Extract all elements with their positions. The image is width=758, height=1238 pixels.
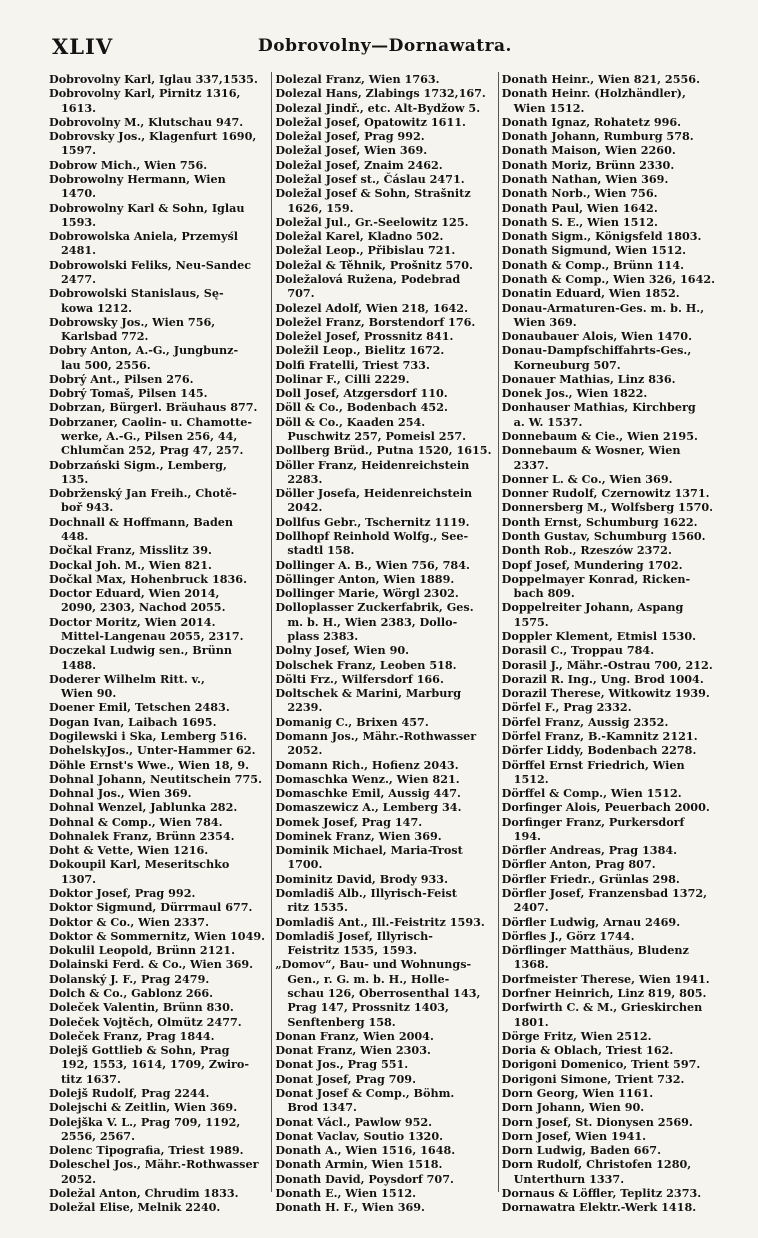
directory-entry-line: Domaszewicz A., Lemberg 34.: [275, 800, 462, 815]
directory-entry-line: Dohnalek Franz, Brünn 2354.: [49, 828, 235, 843]
directory-entry-line: 1512.: [513, 771, 549, 786]
directory-entry-line: Döll & Co., Bodenbach 452.: [275, 400, 448, 415]
directory-entry-line: Doleschel Jos., Mähr.-Rothwasser: [49, 1157, 259, 1172]
directory-entry-line: Dorfinger Alois, Peuerbach 2000.: [501, 800, 710, 815]
directory-entry-line: Dobrovolny Karl, Iglau 337,1535.: [49, 72, 258, 86]
directory-entry-line: Dorigoni Simone, Trient 732.: [501, 1071, 685, 1086]
directory-entry-line: Dorfmeister Therese, Wien 1941.: [501, 971, 710, 986]
directory-entry-line: Dölti Frz., Wilfersdorf 166.: [275, 671, 444, 686]
column-right: [498, 72, 724, 1215]
directory-entry-line: Donau-Dampfschiffahrts-Ges.,: [501, 343, 692, 358]
directory-entry-line: Doppelreiter Johann, Aspang: [501, 600, 684, 615]
directory-entry-line: Wien 90.: [61, 686, 117, 701]
directory-entry-line: Döhle Ernst's Wwe., Wien 18, 9.: [49, 757, 249, 772]
directory-entry-line: Domladiš Ant., Ill.-Feistritz 1593.: [275, 914, 485, 929]
directory-entry-line: Dolezal Franz, Wien 1763.: [275, 72, 440, 86]
directory-entry-line: Dörfel F., Prag 2332.: [501, 700, 632, 715]
directory-entry-line: m. b. H., Wien 2383, Dollo-: [287, 614, 458, 629]
directory-entry-line: 192, 1553, 1614, 1709, Zwiro-: [61, 1057, 249, 1072]
directory-entry-line: Dörfer Liddy, Bodenbach 2278.: [501, 743, 697, 758]
directory-entry-line: Dorigoni Domenico, Trient 597.: [501, 1057, 701, 1072]
directory-entry-line: Dörge Fritz, Wien 2512.: [501, 1028, 652, 1043]
directory-entry-line: Doležal Leop., Přibislau 721.: [275, 243, 456, 258]
directory-entry-line: 1593.: [61, 214, 97, 229]
directory-entry-line: Mittel-Langenau 2055, 2317.: [61, 628, 244, 643]
directory-entry-line: Dočkal Franz, Misslitz 39.: [49, 543, 212, 558]
directory-entry-line: Brod 1347.: [287, 1100, 357, 1115]
directory-entry-line: Karlsbad 772.: [61, 329, 149, 344]
directory-entry-line: Dobrženský Jan Freih., Chotě-: [49, 486, 237, 501]
directory-entry-line: 2481.: [61, 243, 97, 258]
directory-entry-line: werke, A.-G., Pilsen 256, 44,: [61, 429, 238, 444]
directory-entry-line: kowa 1212.: [61, 300, 133, 315]
directory-entry-line: Dolfi Fratelli, Triest 733.: [275, 357, 430, 372]
directory-entry-line: Döller Josefa, Heidenreichstein: [275, 486, 473, 501]
directory-entry-line: Doleček Franz, Prag 1844.: [49, 1028, 215, 1043]
directory-entry-line: 2477.: [61, 271, 97, 286]
directory-entry-line: Dominek Franz, Wien 369.: [275, 828, 442, 843]
directory-entry-line: Dörfler Andreas, Prag 1384.: [501, 843, 678, 858]
directory-entry-line: Domek Josef, Prag 147.: [275, 814, 423, 829]
directory-entry-line: Doktor Sigmund, Dürrmaul 677.: [49, 900, 253, 915]
directory-entry-line: Domladiš Alb., Illyrisch-Feist: [275, 886, 457, 901]
directory-entry-line: Donth Ernst, Schumburg 1622.: [501, 514, 698, 529]
directory-entry-line: plass 2383.: [287, 628, 359, 643]
directory-entry-line: Dohnal Wenzel, Jablunka 282.: [49, 800, 238, 815]
directory-entry-line: 1368.: [513, 957, 549, 972]
directory-entry-line: Dörffel Ernst Friedrich, Wien: [501, 757, 685, 772]
directory-entry-line: Donnersberg M., Wolfsberg 1570.: [501, 500, 714, 515]
directory-entry-line: 2556, 2567.: [61, 1128, 135, 1143]
directory-entry-line: Dorn Josef, Wien 1941.: [501, 1128, 647, 1143]
directory-entry-line: Dörfler Anton, Prag 807.: [501, 857, 656, 872]
directory-entry-line: Doppler Klement, Etmisl 1530.: [501, 628, 697, 643]
directory-entry-line: Donath Johann, Rumburg 578.: [501, 129, 694, 144]
directory-entry-line: Doktor Josef, Prag 992.: [49, 886, 196, 901]
directory-entry-line: Doktor & Sommernitz, Wien 1049.: [49, 928, 266, 943]
directory-entry-line: 2239.: [287, 700, 323, 715]
directory-entry-line: Korneuburg 507.: [513, 357, 621, 372]
directory-entry-line: Dollhopf Reinhold Wolfg., See-: [275, 529, 469, 543]
directory-entry-line: Dobrzan, Bürgerl. Bräuhaus 877.: [49, 400, 258, 415]
directory-entry-line: Dollberg Brüd., Putna 1520, 1615.: [275, 443, 492, 458]
directory-entry-line: Doležal Josef, Wien 369.: [275, 143, 428, 158]
directory-entry-line: Dobrý Tomaš, Pilsen 145.: [49, 386, 208, 401]
directory-entry-line: Doktor & Co., Wien 2337.: [49, 914, 209, 929]
directory-entry-line: Dočkal Max, Hohenbruck 1836.: [49, 571, 247, 586]
directory-entry-line: Donath Heinr. (Holzhändler),: [501, 86, 686, 101]
directory-entry-line: Doležel Franz, Borstendorf 176.: [275, 314, 476, 329]
directory-entry-line: Doležal & Těhnik, Prošnitz 570.: [275, 257, 473, 272]
directory-entry-line: Dopf Josef, Mundering 1702.: [501, 557, 683, 572]
directory-entry-line: Dolejschi & Zeitlin, Wien 369.: [49, 1100, 238, 1115]
directory-entry-line: Domann Jos., Mähr.-Rothwasser: [275, 728, 477, 743]
directory-entry-line: Donath Ignaz, Rohatetz 996.: [501, 114, 682, 129]
directory-entry-line: Donath & Comp., Brünn 114.: [501, 257, 684, 272]
column-middle: [271, 72, 497, 1215]
directory-entry-line: Doctor Eduard, Wien 2014,: [49, 586, 220, 601]
directory-entry-line: 135.: [61, 471, 89, 486]
directory-entry-line: Donath Armin, Wien 1518.: [275, 1157, 443, 1172]
directory-entry-line: Domann Rich., Hofienz 2043.: [275, 757, 459, 772]
directory-entry-line: Dorfwirth C. & M., Grieskirchen: [501, 1000, 703, 1015]
directory-entry-line: Donauer Mathias, Linz 836.: [501, 371, 676, 386]
directory-entry-line: Dorn Johann, Wien 90.: [501, 1100, 645, 1115]
directory-entry-line: Dolezal Hans, Zlabings 1732,167.: [275, 86, 486, 101]
directory-entry-line: Dolejš Gottlieb & Sohn, Prag: [49, 1043, 230, 1058]
directory-entry-line: Dörfler Josef, Franzensbad 1372,: [501, 886, 708, 901]
directory-entry-line: schau 126, Oberrosenthal 143,: [287, 986, 481, 1000]
directory-entry-line: lau 500, 2556.: [61, 357, 151, 372]
directory-entry-line: Donnebaum & Wosner, Wien: [501, 443, 681, 458]
directory-entry-line: 448.: [61, 529, 89, 543]
directory-entry-line: Dornaus & Löffler, Teplitz 2373.: [501, 1185, 702, 1200]
directory-entry-line: Dobrowolski Stanislaus, Sę-: [49, 286, 224, 301]
directory-entry-line: Doltschek & Marini, Marburg: [275, 686, 462, 701]
directory-entry-line: Doener Emil, Tetschen 2483.: [49, 700, 230, 715]
directory-entry-line: Dörflinger Matthäus, Bludenz: [501, 943, 689, 958]
directory-entry-line: Dockal Joh. M., Wien 821.: [49, 557, 212, 572]
directory-entry-line: Prag 147, Prossnitz 1403,: [287, 1000, 449, 1015]
directory-entry-line: Doležal Josef st., Čáslau 2471.: [275, 171, 465, 186]
directory-entry-line: Doležel Josef, Prossnitz 841.: [275, 329, 454, 344]
directory-entry-line: 2407.: [513, 900, 549, 915]
directory-entry-line: 1470.: [61, 186, 97, 201]
directory-entry-line: Dolainski Ferd. & Co., Wien 369.: [49, 957, 254, 972]
directory-entry-line: Dogan Ivan, Laibach 1695.: [49, 714, 217, 729]
directory-entry-line: 1307.: [61, 871, 97, 886]
directory-entry-line: Senftenberg 158.: [287, 1014, 396, 1029]
column-left: [46, 72, 271, 1215]
directory-entry-line: Feistritz 1535, 1593.: [287, 943, 418, 958]
directory-entry-line: Dornawatra Elektr.-Werk 1418.: [501, 1200, 697, 1215]
directory-entry-line: Doctor Moritz, Wien 2014.: [49, 614, 216, 629]
directory-entry-line: Dorn Georg, Wien 1161.: [501, 1085, 654, 1100]
directory-entry-line: Dokulil Leopold, Brünn 2121.: [49, 943, 235, 958]
directory-entry-line: Dobrowolny Karl & Sohn, Iglau: [49, 200, 245, 215]
directory-entry-line: Doležal Anton, Chrudim 1833.: [49, 1185, 239, 1200]
directory-entry-line: Dolanský J. F., Prag 2479.: [49, 971, 210, 986]
directory-entry-line: Donath S. E., Wien 1512.: [501, 214, 658, 229]
directory-entry-line: Domladiš Josef, Illyrisch-: [275, 928, 433, 943]
directory-entry-line: Donath H. F., Wien 369.: [275, 1200, 425, 1215]
directory-entry-line: Donath Nathan, Wien 369.: [501, 171, 669, 186]
directory-entry-line: Donat Franz, Wien 2303.: [275, 1043, 431, 1058]
directory-entry-line: Dollinger A. B., Wien 756, 784.: [275, 557, 470, 572]
directory-entry-line: DohelskyJos., Unter-Hammer 62.: [49, 743, 256, 758]
directory-entry-line: boř 943.: [61, 500, 114, 515]
directory-entry-line: titz 1637.: [61, 1071, 121, 1086]
directory-entry-line: Doležalová Ružena, Podebrad: [275, 271, 461, 286]
directory-entry-line: Chlumčan 252, Prag 47, 257.: [61, 443, 244, 458]
directory-entry-line: Dorfner Heinrich, Linz 819, 805.: [501, 986, 707, 1000]
directory-entry-line: Dörfel Franz, Aussig 2352.: [501, 714, 669, 729]
directory-entry-line: Doht & Vette, Wien 1216.: [49, 843, 209, 858]
directory-entry-line: Dogilewski i Ska, Lemberg 516.: [49, 728, 248, 743]
directory-entry-line: Dobrow Mich., Wien 756.: [49, 157, 208, 172]
directory-entry-line: 2052.: [61, 1171, 97, 1186]
directory-entry-line: Donath Sigm., Königsfeld 1803.: [501, 229, 702, 244]
directory-entry-line: Dorazil Therese, Witkowitz 1939.: [501, 686, 710, 701]
page-header: [46, 30, 724, 72]
directory-entry-line: Doležal Josef, Znaim 2462.: [275, 157, 443, 172]
directory-entry-line: Döll & Co., Kaaden 254.: [275, 414, 426, 429]
directory-entry-line: 707.: [287, 286, 315, 301]
directory-entry-line: Doleček Valentin, Brünn 830.: [49, 1000, 234, 1015]
directory-entry-line: Wien 1512.: [513, 100, 585, 115]
directory-entry-line: Doležal Josef & Sohn, Strašnitz: [275, 186, 471, 201]
directory-entry-line: Dobrowolny Hermann, Wien: [49, 171, 226, 186]
directory-entry-line: 1613.: [61, 100, 97, 115]
directory-entry-line: Dominitz David, Brody 933.: [275, 871, 448, 886]
directory-entry-line: Dolenc Tipografia, Triest 1989.: [49, 1143, 244, 1158]
directory-entry-line: Donath Norb., Wien 756.: [501, 186, 658, 201]
directory-entry-line: Donaubauer Alois, Wien 1470.: [501, 329, 692, 344]
directory-entry-line: Dominik Michael, Maria-Trost: [275, 843, 463, 858]
directory-entry-line: Dobrovolny M., Klutschau 947.: [49, 114, 244, 129]
directory-entry-line: Dollinger Marie, Wörgl 2302.: [275, 586, 459, 601]
directory-entry-line: Donath Moriz, Brünn 2330.: [501, 157, 675, 172]
directory-entry-line: Donner L. & Co., Wien 369.: [501, 471, 673, 486]
directory-entry-line: Donhauser Mathias, Kirchberg: [501, 400, 696, 415]
directory-entry-line: Dobrowsky Jos., Wien 756,: [49, 314, 216, 329]
directory-entry-line: Donat Vaclav, Soutio 1320.: [275, 1128, 444, 1143]
directory-entry-line: Wien 369.: [513, 314, 577, 329]
directory-entry-line: Dolloplasser Zuckerfabrik, Ges.: [275, 600, 474, 615]
directory-entry-line: Dolschek Franz, Leoben 518.: [275, 657, 457, 672]
directory-entry-line: 1801.: [513, 1014, 549, 1029]
directory-entry-line: Donat Josef & Comp., Böhm.: [275, 1085, 455, 1100]
directory-entry-line: Donat Jos., Prag 551.: [275, 1057, 409, 1072]
directory-entry-line: Dobrzaner, Caolin- u. Chamotte-: [49, 414, 252, 429]
directory-entry-line: 1626, 159.: [287, 200, 354, 215]
directory-entry-line: Doppelmayer Konrad, Ricken-: [501, 571, 691, 586]
directory-entry-line: Dolny Josef, Wien 90.: [275, 643, 410, 658]
directory-entry-line: Dorn Rudolf, Christofen 1280,: [501, 1157, 692, 1172]
directory-entry-line: 1488.: [61, 657, 97, 672]
directory-entry-line: Unterthurn 1337.: [513, 1171, 625, 1186]
directory-entry-line: stadtl 158.: [287, 543, 355, 558]
directory-entry-line: Donath Heinr., Wien 821, 2556.: [501, 72, 700, 86]
page-number: XLIV: [52, 34, 114, 59]
directory-entry-line: Doležal Josef, Prag 992.: [275, 129, 425, 144]
directory-entry-line: Donan Franz, Wien 2004.: [275, 1028, 434, 1043]
directory-entry-line: Dörfel Franz, B.-Kamnitz 2121.: [501, 728, 698, 743]
directory-entry-line: Donath & Comp., Wien 326, 1642.: [501, 271, 716, 286]
directory-entry-line: Donth Rob., Rzeszów 2372.: [501, 543, 672, 558]
directory-entry-line: Donat Václ., Pawlow 952.: [275, 1114, 433, 1129]
directory-entry-line: Dobrovolny Karl, Pirnitz 1316,: [49, 86, 241, 101]
running-head: Dobrovolny—Dornawatra.: [258, 36, 512, 56]
directory-entry-line: 194.: [513, 828, 541, 843]
directory-entry-line: Dobrowolska Aniela, Przemyśl: [49, 229, 239, 244]
directory-entry-line: Döller Franz, Heidenreichstein: [275, 457, 470, 472]
directory-entry-line: Domanig C., Brixen 457.: [275, 714, 429, 729]
directory-entry-line: Donath E., Wien 1512.: [275, 1185, 417, 1200]
directory-entry-line: Doczekal Ludwig sen., Brünn: [49, 643, 232, 658]
directory-entry-line: Dorfinger Franz, Purkersdorf: [501, 814, 685, 829]
directory-entry-line: Doležil Leop., Bielitz 1672.: [275, 343, 445, 358]
directory-entry-line: Doležal Karel, Kladno 502.: [275, 229, 444, 244]
directory-entry-line: Doležal Jul., Gr.-Seelowitz 125.: [275, 214, 469, 229]
directory-entry-line: Dobrzański Sigm., Lemberg,: [49, 457, 227, 472]
directory-entry-line: Doležal Elise, Melnik 2240.: [49, 1200, 221, 1215]
directory-entry-line: Dorasil J., Mähr.-Ostrau 700, 212.: [501, 657, 713, 672]
directory-entry-line: Dolinar F., Cilli 2229.: [275, 371, 410, 386]
directory-entry-line: a. W. 1537.: [513, 414, 583, 429]
directory-entry-line: Donner Rudolf, Czernowitz 1371.: [501, 486, 710, 501]
directory-entry-line: Donath A., Wien 1516, 1648.: [275, 1143, 456, 1158]
directory-entry-line: 1597.: [61, 143, 97, 158]
directory-entry-line: Donath David, Poysdorf 707.: [275, 1171, 454, 1186]
directory-entry-line: Doria & Oblach, Triest 162.: [501, 1043, 674, 1058]
directory-entry-line: Dokoupil Karl, Meseritschko: [49, 857, 230, 872]
directory-entry-line: Dobry Anton, A.-G., Jungbunz-: [49, 343, 239, 358]
directory-entry-line: Donek Jos., Wien 1822.: [501, 386, 648, 401]
directory-entry-line: Dörfler Ludwig, Arnau 2469.: [501, 914, 681, 929]
directory-entry-line: Dolejška V. L., Prag 709, 1192,: [49, 1114, 241, 1129]
directory-entry-line: Donat Josef, Prag 709.: [275, 1071, 416, 1086]
directory-entry-line: Dobrovsky Jos., Klagenfurt 1690,: [49, 129, 257, 144]
directory-entry-line: Dobrowolski Feliks, Neu-Sandec: [49, 257, 252, 272]
directory-entry-line: Doll Josef, Atzgersdorf 110.: [275, 386, 448, 401]
directory-entry-line: Dobrý Ant., Pilsen 276.: [49, 371, 194, 386]
directory-entry-line: „Domov“, Bau- und Wohnungs-: [275, 957, 472, 972]
directory-entry-line: Dollfus Gebr., Tschernitz 1119.: [275, 514, 470, 529]
directory-entry-line: Doleček Vojtěch, Olmütz 2477.: [49, 1014, 242, 1029]
directory-entry-line: Döllinger Anton, Wien 1889.: [275, 571, 455, 586]
directory-entry-line: Donth Gustav, Schumburg 1560.: [501, 529, 706, 543]
directory-entry-line: 2042.: [287, 500, 323, 515]
directory-entry-line: Dorn Ludwig, Baden 667.: [501, 1143, 661, 1158]
directory-entry-line: Dolejš Rudolf, Prag 2244.: [49, 1085, 210, 1100]
directory-entry-line: 1575.: [513, 614, 549, 629]
directory-entry-line: Doležal Josef, Opatowitz 1611.: [275, 114, 466, 129]
directory-entry-line: Dörffel & Comp., Wien 1512.: [501, 786, 682, 801]
directory-entry-line: 2090, 2303, Nachod 2055.: [61, 600, 226, 615]
directory-entry-line: 1700.: [287, 857, 323, 872]
directory-entry-line: Dorazil R. Ing., Ung. Brod 1004.: [501, 671, 704, 686]
directory-entry-line: Dolch & Co., Gablonz 266.: [49, 986, 214, 1000]
directory-entry-line: 2052.: [287, 743, 323, 758]
directory-entry-line: Domaschke Emil, Aussig 447.: [275, 786, 461, 801]
directory-entry-line: Dolezal Jindř., etc. Alt-Bydžow 5.: [275, 100, 481, 115]
directory-entry-line: Dorasil C., Troppau 784.: [501, 643, 655, 658]
directory-entry-line: ritz 1535.: [287, 900, 348, 915]
directory-entry-line: Domaschka Wenz., Wien 821.: [275, 771, 460, 786]
directory-entry-line: Dohnal Jos., Wien 369.: [49, 786, 192, 801]
directory-entry-line: Donatin Eduard, Wien 1852.: [501, 286, 680, 301]
directory-entry-line: Dochnall & Hoffmann, Baden: [49, 514, 234, 529]
directory-entry-line: Gen., r. G. m. b. H., Holle-: [287, 971, 450, 986]
directory-entry-line: Dolezel Adolf, Wien 218, 1642.: [275, 300, 468, 315]
directory-entry-line: Donau-Armaturen-Ges. m. b. H.,: [501, 300, 705, 315]
directory-entry-line: Dörfler Friedr., Grünlas 298.: [501, 871, 680, 886]
directory-entry-line: Dörfles J., Görz 1744.: [501, 928, 635, 943]
directory-entry-line: Donnebaum & Cie., Wien 2195.: [501, 429, 698, 444]
directory-entry-line: Dohnal & Comp., Wien 784.: [49, 814, 223, 829]
directory-entry-line: Donath Paul, Wien 1642.: [501, 200, 658, 215]
directory-entry-line: Donath Sigmund, Wien 1512.: [501, 243, 687, 258]
directory-entry-line: Puschwitz 257, Pomeisl 257.: [287, 429, 467, 444]
directory-entry-line: bach 809.: [513, 586, 575, 601]
directory-entry-line: Dorn Josef, St. Dionysen 2569.: [501, 1114, 693, 1129]
directory-entry-line: Donath Maison, Wien 2260.: [501, 143, 676, 158]
directory-entry-line: Doderer Wilhelm Ritt. v.,: [49, 671, 205, 686]
directory-entry-line: 2283.: [287, 471, 323, 486]
directory-entry-line: 2337.: [513, 457, 549, 472]
directory-entry-line: Dohnal Johann, Neutitschein 775.: [49, 771, 262, 786]
entry-columns: [46, 72, 724, 1215]
